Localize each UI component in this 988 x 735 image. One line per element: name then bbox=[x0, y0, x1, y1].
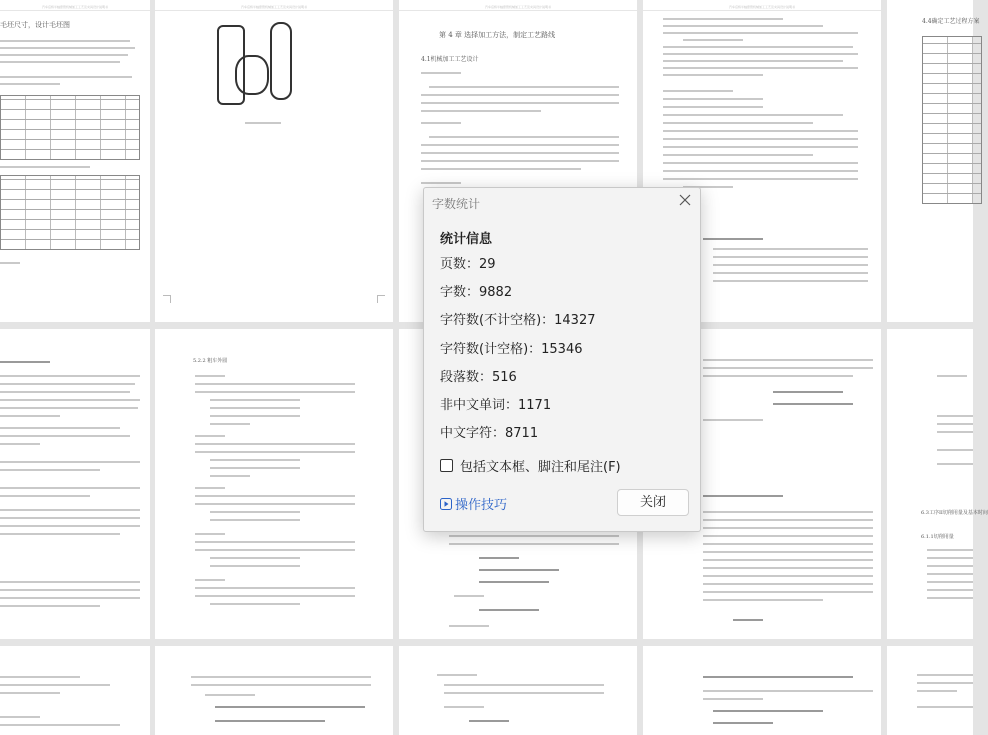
document-page-thumbnail[interactable] bbox=[399, 646, 637, 735]
text-line bbox=[937, 423, 973, 425]
section-title: 5.2.2 粗车外圆 bbox=[193, 358, 228, 364]
page-heading: 4.4确定工艺过程方案 bbox=[922, 18, 980, 25]
text-line bbox=[0, 716, 40, 718]
document-page-thumbnail[interactable] bbox=[887, 646, 973, 735]
text-line bbox=[0, 533, 120, 535]
text-line bbox=[210, 557, 300, 559]
page-heading: 6.3工序II切削用量及基本时间 bbox=[921, 510, 988, 516]
text-line bbox=[0, 692, 60, 694]
text-line bbox=[444, 684, 604, 686]
statistics-panel bbox=[440, 228, 688, 452]
text-line bbox=[195, 549, 355, 551]
data-table bbox=[0, 175, 140, 250]
stat-paragraphs: 段落数：516 bbox=[440, 369, 517, 385]
page-corner-mark bbox=[163, 295, 171, 303]
formula-line bbox=[713, 722, 773, 724]
text-line bbox=[210, 415, 300, 417]
text-line bbox=[713, 272, 868, 274]
figure-caption bbox=[245, 122, 281, 124]
text-line bbox=[703, 551, 873, 553]
text-line bbox=[663, 60, 843, 62]
document-page-thumbnail[interactable] bbox=[643, 646, 881, 735]
text-line bbox=[210, 423, 250, 425]
data-table bbox=[0, 95, 140, 160]
text-line bbox=[663, 178, 858, 180]
text-line bbox=[191, 684, 371, 686]
close-x-glyph bbox=[679, 194, 691, 206]
text-line bbox=[195, 391, 355, 393]
text-line bbox=[429, 136, 619, 138]
text-line bbox=[0, 399, 140, 401]
tips-link-label: 操作技巧 bbox=[455, 498, 508, 513]
text-line bbox=[703, 698, 763, 700]
text-line bbox=[195, 595, 355, 597]
dialog-title: 字数统计 bbox=[432, 197, 481, 211]
text-line bbox=[663, 162, 858, 164]
text-line bbox=[927, 573, 973, 575]
stat-pages: 页数：29 bbox=[440, 257, 496, 272]
document-page-thumbnail[interactable] bbox=[0, 329, 150, 639]
text-line bbox=[703, 367, 873, 369]
stat-chinese-characters: 中文字符：8711 bbox=[440, 426, 539, 442]
text-line bbox=[683, 39, 743, 41]
text-line bbox=[927, 589, 973, 591]
text-line bbox=[421, 110, 541, 112]
text-line bbox=[210, 603, 300, 605]
text-line bbox=[421, 72, 461, 74]
document-page-thumbnail[interactable] bbox=[155, 0, 393, 322]
formula-line bbox=[479, 581, 549, 583]
text-line bbox=[421, 160, 619, 162]
include-textboxes-label: 包括文本框、脚注和尾注(F) bbox=[460, 460, 621, 475]
text-line bbox=[195, 587, 355, 589]
text-line bbox=[937, 375, 967, 377]
page-header: 汽车后桥半轴套管机械加工工艺及夹具设计说明书 bbox=[643, 5, 881, 11]
text-line bbox=[703, 535, 873, 537]
page-corner-mark bbox=[377, 295, 385, 303]
text-line bbox=[663, 170, 858, 172]
text-line bbox=[191, 676, 371, 678]
text-line bbox=[917, 706, 973, 708]
text-line bbox=[0, 589, 140, 591]
text-line bbox=[663, 154, 813, 156]
text-line bbox=[449, 625, 489, 627]
text-line bbox=[195, 451, 355, 453]
word-count-dialog bbox=[423, 187, 701, 532]
document-page-thumbnail[interactable] bbox=[155, 646, 393, 735]
text-line bbox=[205, 694, 255, 696]
text-line bbox=[703, 375, 853, 377]
text-line bbox=[0, 262, 20, 264]
text-line bbox=[0, 495, 90, 497]
stat-words: 字数：9882 bbox=[440, 285, 513, 301]
text-line bbox=[663, 90, 733, 92]
formula-line bbox=[703, 676, 853, 678]
text-line bbox=[0, 581, 140, 583]
text-line bbox=[703, 527, 873, 529]
text-line bbox=[703, 690, 873, 692]
text-line bbox=[663, 130, 858, 132]
text-line bbox=[703, 575, 873, 577]
text-line bbox=[429, 86, 619, 88]
include-textboxes-footnotes-option[interactable] bbox=[440, 456, 621, 475]
text-line bbox=[703, 567, 873, 569]
formula-line bbox=[713, 710, 823, 712]
text-line bbox=[663, 32, 858, 34]
part-drawing bbox=[270, 22, 292, 100]
section-title: 4.1机械加工工艺设计 bbox=[421, 56, 479, 63]
text-line bbox=[713, 280, 868, 282]
text-line bbox=[449, 543, 619, 545]
text-line bbox=[0, 509, 140, 511]
text-line bbox=[663, 146, 858, 148]
text-line bbox=[937, 415, 973, 417]
text-line bbox=[917, 690, 957, 692]
page-header: 汽车后桥半轴套管机械加工工艺及夹具设计说明书 bbox=[399, 5, 637, 11]
text-line bbox=[703, 511, 873, 513]
page-header: 汽车后桥半轴套管机械加工工艺及夹具设计说明书 bbox=[155, 5, 393, 11]
formula-line bbox=[733, 619, 763, 621]
text-line bbox=[421, 94, 619, 96]
tips-link[interactable] bbox=[440, 494, 507, 513]
text-line bbox=[663, 122, 813, 124]
text-line bbox=[917, 682, 973, 684]
text-line bbox=[0, 375, 140, 377]
text-line bbox=[210, 511, 300, 513]
text-line bbox=[663, 98, 763, 100]
text-line bbox=[0, 76, 132, 78]
formula-line bbox=[215, 720, 325, 722]
text-line bbox=[0, 166, 90, 168]
text-line bbox=[195, 579, 225, 581]
text-line bbox=[663, 18, 783, 20]
text-line bbox=[210, 519, 300, 521]
text-line bbox=[0, 54, 128, 56]
text-line bbox=[927, 581, 973, 583]
text-line bbox=[0, 605, 100, 607]
text-line bbox=[663, 67, 858, 69]
text-line bbox=[195, 533, 225, 535]
text-line bbox=[444, 692, 604, 694]
text-line bbox=[0, 47, 135, 49]
stat-non-chinese-words: 非中文单词：1171 bbox=[440, 397, 552, 413]
data-table bbox=[922, 36, 982, 204]
text-line bbox=[937, 463, 973, 465]
text-line bbox=[195, 487, 225, 489]
text-line bbox=[444, 706, 484, 708]
document-page-thumbnail[interactable] bbox=[155, 329, 393, 639]
text-line bbox=[917, 674, 973, 676]
text-line bbox=[421, 102, 619, 104]
section-title: 6.1.1切削用量 bbox=[921, 534, 954, 540]
text-line bbox=[0, 443, 40, 445]
text-line bbox=[0, 391, 130, 393]
text-line bbox=[927, 549, 973, 551]
text-line bbox=[0, 435, 130, 437]
text-line bbox=[703, 419, 763, 421]
text-line bbox=[0, 487, 140, 489]
text-line bbox=[663, 138, 858, 140]
text-line bbox=[0, 407, 138, 409]
text-line bbox=[0, 83, 60, 85]
formula-line bbox=[479, 557, 519, 559]
close-icon[interactable] bbox=[677, 194, 693, 210]
text-line bbox=[663, 25, 823, 27]
text-line bbox=[703, 591, 873, 593]
close-button[interactable]: 关闭 bbox=[617, 489, 689, 516]
text-line bbox=[195, 443, 355, 445]
formula-line bbox=[773, 403, 853, 405]
text-line bbox=[210, 475, 250, 477]
text-line bbox=[927, 565, 973, 567]
text-line bbox=[421, 152, 619, 154]
text-line bbox=[454, 595, 484, 597]
statistics-heading: 统计信息 bbox=[440, 232, 493, 247]
text-line bbox=[703, 359, 873, 361]
text-line bbox=[0, 415, 60, 417]
text-line bbox=[437, 674, 477, 676]
play-icon bbox=[440, 498, 452, 510]
text-line bbox=[210, 565, 300, 567]
text-line bbox=[703, 543, 873, 545]
text-line bbox=[0, 684, 110, 686]
stat-characters-with-spaces: 字符数(计空格)：15346 bbox=[440, 341, 583, 357]
text-line bbox=[0, 61, 120, 63]
formula-line bbox=[773, 391, 843, 393]
text-line bbox=[0, 383, 135, 385]
text-line bbox=[421, 182, 461, 184]
text-line bbox=[210, 399, 300, 401]
text-line bbox=[703, 238, 763, 240]
text-line bbox=[195, 383, 355, 385]
text-line bbox=[195, 503, 355, 505]
text-line bbox=[0, 361, 50, 363]
text-line bbox=[0, 427, 120, 429]
text-line bbox=[0, 525, 140, 527]
text-line bbox=[195, 495, 355, 497]
text-line bbox=[0, 676, 80, 678]
text-line bbox=[0, 469, 100, 471]
document-page-thumbnail[interactable] bbox=[0, 0, 150, 322]
document-page-thumbnail[interactable] bbox=[887, 0, 980, 322]
text-line bbox=[663, 106, 763, 108]
document-page-thumbnail[interactable] bbox=[887, 329, 988, 639]
text-line bbox=[421, 168, 581, 170]
text-line bbox=[713, 264, 868, 266]
text-line bbox=[195, 375, 225, 377]
text-line bbox=[210, 467, 300, 469]
text-line bbox=[0, 461, 140, 463]
text-line bbox=[713, 256, 868, 258]
stat-characters-no-spaces: 字符数(不计空格)：14327 bbox=[440, 313, 596, 329]
text-line bbox=[0, 40, 130, 42]
include-textboxes-checkbox[interactable] bbox=[440, 459, 453, 472]
formula-line bbox=[479, 609, 539, 611]
text-line bbox=[663, 46, 853, 48]
text-line bbox=[713, 248, 868, 250]
text-line bbox=[937, 431, 973, 433]
text-line bbox=[937, 449, 973, 451]
text-line bbox=[195, 435, 225, 437]
chapter-title: 第 4 章 选择加工方法，制定工艺路线 bbox=[439, 31, 556, 39]
text-line bbox=[703, 519, 873, 521]
text-line bbox=[421, 122, 461, 124]
text-line bbox=[703, 599, 823, 601]
formula-line bbox=[215, 706, 365, 708]
page-heading: 毛坯尺寸，设计毛坯图 bbox=[0, 21, 70, 29]
text-line bbox=[663, 53, 858, 55]
text-line bbox=[0, 597, 140, 599]
text-line bbox=[703, 495, 783, 497]
document-page-thumbnail[interactable] bbox=[0, 646, 150, 735]
text-line bbox=[210, 407, 300, 409]
text-line bbox=[927, 597, 973, 599]
text-line bbox=[421, 144, 619, 146]
page-header: 汽车后桥半轴套管机械加工工艺及夹具设计说明书 bbox=[0, 5, 150, 11]
text-line bbox=[195, 541, 355, 543]
text-line bbox=[0, 517, 140, 519]
text-line bbox=[703, 559, 873, 561]
formula-line bbox=[479, 569, 559, 571]
text-line bbox=[663, 114, 843, 116]
text-line bbox=[927, 557, 973, 559]
text-line bbox=[0, 724, 120, 726]
text-line bbox=[703, 583, 873, 585]
part-drawing bbox=[235, 55, 269, 95]
text-line bbox=[663, 74, 763, 76]
formula-line bbox=[469, 720, 509, 722]
text-line bbox=[449, 535, 619, 537]
text-line bbox=[210, 459, 300, 461]
